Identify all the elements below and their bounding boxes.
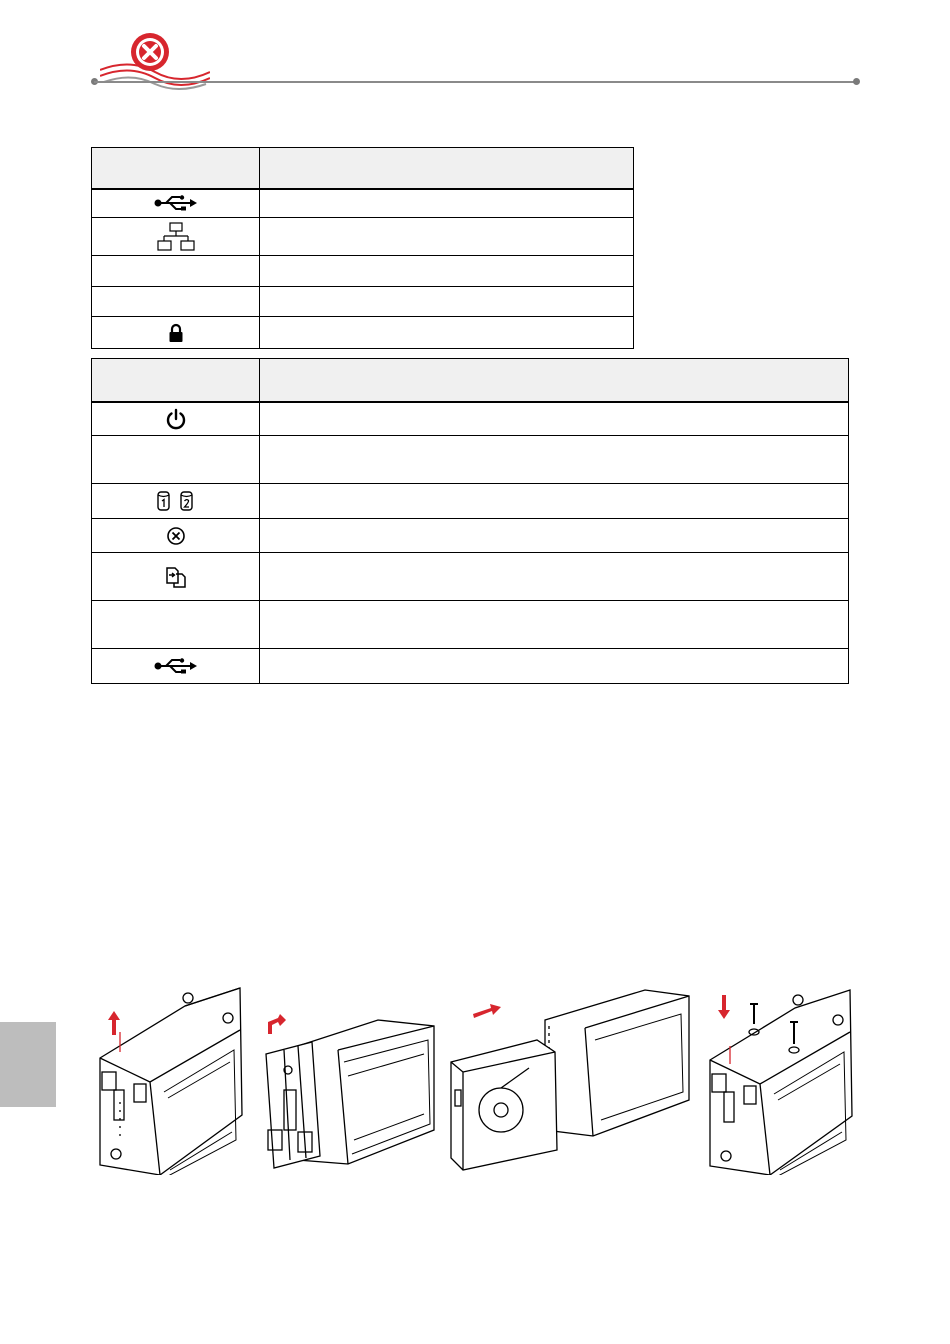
icon-cell <box>92 484 260 519</box>
remove-screw-illustration <box>90 980 250 1175</box>
description-cell <box>260 649 849 684</box>
description-cell <box>260 402 849 436</box>
error-x-icon <box>166 526 186 546</box>
description-cell <box>260 484 849 519</box>
table-row <box>92 553 849 601</box>
description-cell <box>260 317 634 349</box>
description-cell <box>260 553 849 601</box>
table-header-row <box>92 359 849 402</box>
icon-cell <box>92 519 260 553</box>
icon-cell <box>92 649 260 684</box>
table-row <box>92 317 634 349</box>
table-row <box>92 519 849 553</box>
lock-icon <box>168 323 184 343</box>
usb-icon <box>154 658 198 674</box>
front-panel-table <box>91 358 849 684</box>
description-cell <box>260 256 634 287</box>
table-row <box>92 287 634 317</box>
column-header <box>260 148 634 189</box>
table-row <box>92 256 634 287</box>
label-cell <box>92 436 260 484</box>
section-side-tab <box>0 1022 56 1107</box>
description-cell <box>260 519 849 553</box>
description-cell <box>260 218 634 256</box>
table-row <box>92 218 634 256</box>
fasten-screw-illustration <box>700 980 860 1175</box>
icon-cell <box>92 553 260 601</box>
label-cell <box>92 256 260 287</box>
icon-cell <box>92 189 260 218</box>
column-header <box>92 359 260 402</box>
header-rule-dot-right <box>853 78 860 85</box>
network-icon <box>156 222 196 252</box>
table-row <box>92 601 849 649</box>
disk-1-2-icon <box>156 490 196 512</box>
label-cell <box>92 601 260 649</box>
table-header-row <box>92 148 634 189</box>
table-row <box>92 189 634 218</box>
copy-icon <box>165 566 187 588</box>
column-header <box>260 359 849 402</box>
rear-port-table <box>91 147 634 349</box>
usb-icon <box>154 195 198 211</box>
open-front-panel-illustration <box>258 980 438 1175</box>
label-cell <box>92 287 260 317</box>
table-row <box>92 484 849 519</box>
header-rule <box>94 81 856 83</box>
insert-drive-illustration <box>445 980 690 1175</box>
table-row <box>92 402 849 436</box>
table-row <box>92 649 849 684</box>
description-cell <box>260 287 634 317</box>
description-cell <box>260 189 634 218</box>
column-header <box>92 148 260 189</box>
description-cell <box>260 601 849 649</box>
description-cell <box>260 436 849 484</box>
icon-cell <box>92 402 260 436</box>
icon-cell <box>92 317 260 349</box>
icon-cell <box>92 218 260 256</box>
power-icon <box>165 408 187 430</box>
table-row <box>92 436 849 484</box>
